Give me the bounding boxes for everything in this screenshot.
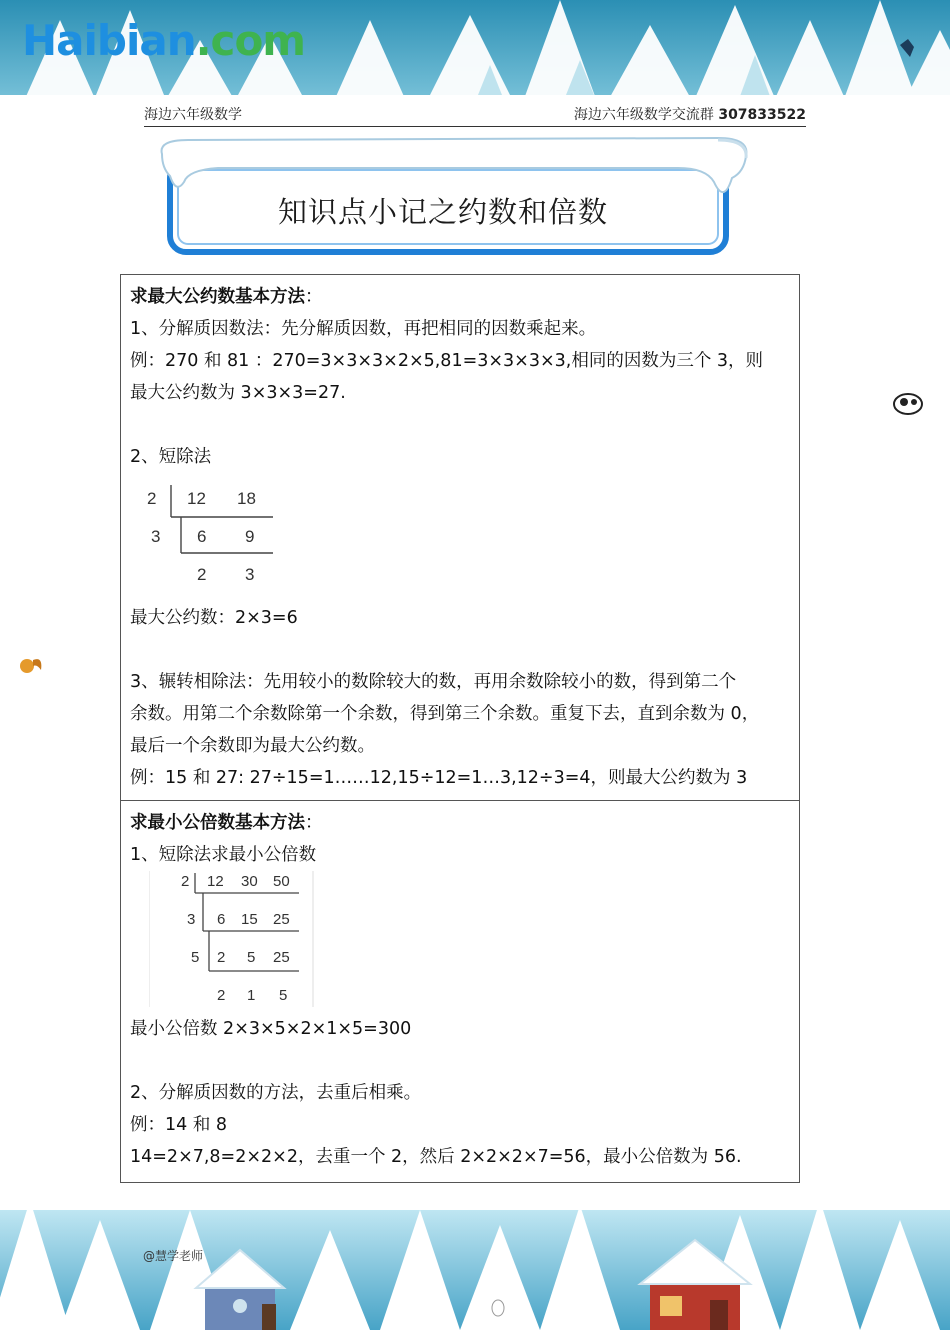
header-group-label: 海边六年级数学交流群: [573, 107, 714, 123]
gcd-method3-example: 例：15 和 27: 27÷15=1……12,15÷12=1…3,12÷3=4，则最大公约数为 3: [130, 768, 748, 788]
gcd-quotient: 2: [197, 565, 207, 584]
lcm-heading: [130, 809, 323, 834]
gcd-value: 9: [245, 527, 255, 546]
lcm-method1: 1、短除法求最小公倍数: [130, 845, 317, 865]
lcm-value: 50: [273, 873, 290, 890]
lcm-heading-colon: ：: [305, 813, 323, 833]
gcd-method3-line3: 最后一个余数即为最大公约数。: [130, 736, 375, 756]
title-banner: [158, 132, 752, 262]
gcd-method2-result: 最大公约数：2×3=6: [130, 608, 298, 628]
header-group-number: 307833522: [718, 107, 806, 123]
gcd-short-division: [141, 483, 281, 583]
logo-haibian-text: Haibian: [22, 16, 196, 65]
penguin-icon: [890, 390, 930, 420]
header-grade-label: 海边六年级数学: [144, 107, 242, 123]
lcm-heading-text: 求最小公倍数基本方法: [130, 813, 305, 833]
logo-com-text: .com: [195, 16, 306, 65]
lcm-value: 12: [207, 873, 224, 890]
lcm-divisor-1: 2: [181, 873, 190, 890]
lcm-value: 30: [241, 873, 258, 890]
site-logo[interactable]: [22, 16, 305, 65]
author-watermark: @慧学老师: [143, 1249, 204, 1263]
squirrel-icon: [15, 652, 45, 678]
gcd-method2: 2、短除法: [130, 447, 212, 467]
gcd-divisor-1: 2: [147, 489, 157, 508]
lcm-value: 2: [217, 949, 226, 966]
lcm-method2: 2、分解质因数的方法，去重后相乘。: [130, 1083, 422, 1103]
gcd-value: 6: [197, 527, 207, 546]
gcd-method1: 1、分解质因数法：先分解质因数，再把相同的因数乘起来。: [130, 319, 597, 339]
lcm-quotient: 2: [217, 987, 226, 1004]
gcd-methods-panel: [120, 274, 800, 801]
gcd-method3-line2: 余数。用第二个余数除第一个余数，得到第三个余数。重复下去，直到余数为 0，: [130, 704, 760, 724]
lcm-value: 15: [241, 911, 258, 928]
lcm-value: 5: [247, 949, 256, 966]
lcm-method2-example: 例：14 和 8: [130, 1115, 228, 1135]
lcm-quotient: 5: [279, 987, 288, 1004]
lcm-value: 6: [217, 911, 226, 928]
gcd-heading-text: 求最大公约数基本方法: [130, 287, 305, 307]
gcd-value: 18: [237, 489, 256, 508]
lcm-quotient: 1: [247, 987, 256, 1004]
header-divider: [144, 126, 806, 127]
lcm-short-division: [149, 871, 315, 1007]
lcm-value: 25: [273, 911, 290, 928]
page-title: 知识点小记之约数和倍数: [277, 195, 608, 229]
gcd-divisor-2: 3: [151, 527, 161, 546]
gcd-quotient: 3: [245, 565, 255, 584]
lcm-divisor-2: 3: [187, 911, 196, 928]
gcd-method1-example-1: 例：270 和 81 ：270=3×3×3×2×5,81=3×3×3×3,相同的因数为三个 3，则: [130, 351, 764, 371]
lcm-method1-result: 最小公倍数 2×3×5×2×1×5=300: [130, 1019, 412, 1039]
gcd-method1-example-2: 最大公约数为 3×3×3=27.: [130, 383, 346, 403]
gcd-value: 12: [187, 489, 206, 508]
gcd-heading: [130, 283, 323, 308]
lcm-methods-panel: [120, 800, 800, 1183]
lcm-method2-detail: 14=2×7,8=2×2×2，去重一个 2，然后 2×2×2×7=56，最小公倍数为 56.: [130, 1147, 742, 1167]
gcd-method3-line1: 3、辗转相除法：先用较小的数除较大的数，再用余数除较小的数，得到第二个: [130, 672, 737, 692]
header-group-info: [574, 104, 806, 124]
lcm-value: 25: [273, 949, 290, 966]
division-lines: [141, 483, 281, 583]
lcm-divisor-3: 5: [191, 949, 200, 966]
division-lines: [149, 871, 315, 1007]
gcd-heading-colon: ：: [305, 287, 323, 307]
